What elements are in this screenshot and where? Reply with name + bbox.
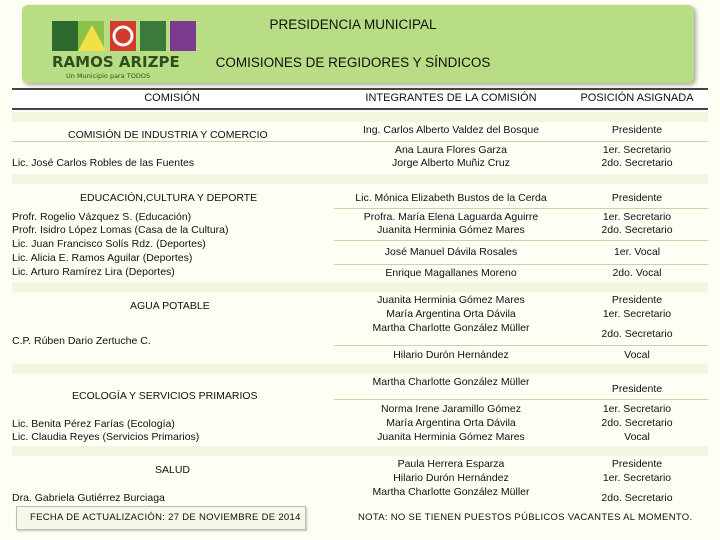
row-separator — [12, 174, 708, 184]
position-label: 2do. Secretario — [601, 157, 673, 169]
position-label: Presidente — [611, 124, 663, 136]
position-label: Presidente — [611, 383, 663, 395]
member-name: Enrique Magallanes Moreno — [385, 267, 517, 279]
position-label: 2do. Secretario — [601, 492, 673, 504]
commission-member: Lic. Arturo Ramírez Lira (Deportes) — [12, 266, 175, 278]
commission-name: COMISIÓN DE INDUSTRIA Y COMERCIO — [68, 129, 268, 141]
member-name: Juanita Herminia Gómez Mares — [377, 294, 525, 306]
column-header-position: POSICIÓN ASIGNADA — [580, 92, 694, 104]
commission-name: ECOLOGÍA Y SERVICIOS PRIMARIOS — [72, 390, 258, 402]
member-name: Norma Irene Jaramillo Gómez — [380, 403, 522, 415]
header-banner — [22, 5, 694, 83]
member-name: Juanita Herminia Gómez Mares — [377, 224, 525, 236]
position-label: 1er. Secretario — [602, 403, 672, 415]
member-name: María Argentina Orta Dávila — [386, 308, 516, 320]
row-divider — [334, 264, 708, 265]
position-label: Presidente — [611, 458, 663, 470]
commission-name: SALUD — [155, 464, 191, 476]
position-label: 1er. Secretario — [602, 144, 672, 156]
member-name: Ing. Carlos Alberto Valdez del Bosque — [362, 124, 540, 136]
row-divider — [334, 208, 708, 209]
member-name: María Argentina Orta Dávila — [386, 417, 516, 429]
commission-member: Profr. Rogelio Vázquez S. (Educación) — [12, 211, 192, 223]
position-label: 1er. Secretario — [602, 211, 672, 223]
column-header-members: INTEGRANTES DE LA COMISIÓN — [365, 92, 537, 104]
position-label: 1er. Secretario — [602, 472, 672, 484]
position-label: Vocal — [624, 349, 650, 361]
member-name: Ana Laura Flores Garza — [394, 144, 508, 156]
commission-member: Lic. José Carlos Robles de las Fuentes — [12, 157, 195, 169]
position-label: Presidente — [611, 192, 663, 204]
page-subtitle: COMISIONES DE REGIDORES Y SÍNDICOS — [215, 55, 491, 70]
row-separator — [12, 282, 708, 292]
page-title: PRESIDENCIA MUNICIPAL — [269, 17, 437, 32]
commission-name: EDUCACIÓN,CULTURA Y DEPORTE — [80, 192, 258, 204]
logo-subtext: Un Municipio para TODOS — [66, 72, 151, 80]
commission-member: Lic. Benita Pérez Farías (Ecología) — [12, 418, 175, 430]
commission-member: Dra. Gabriela Gutiérrez Burciaga — [12, 492, 165, 504]
member-name: José Manuel Dávila Rosales — [384, 246, 518, 258]
commission-member: Lic. Alicia E. Ramos Aguilar (Deportes) — [12, 252, 193, 264]
commission-member: Lic. Claudia Reyes (Servicios Primarios) — [12, 431, 200, 443]
commission-member: C.P. Rúben Dario Zertuche C. — [12, 335, 151, 347]
column-header-commission: COMISIÓN — [144, 92, 200, 104]
member-name: Martha Charlotte González Müller — [372, 376, 530, 388]
member-name: Jorge Alberto Muñiz Cruz — [392, 157, 510, 169]
member-name: Lic. Mónica Elizabeth Bustos de la Cerda — [355, 192, 547, 204]
row-divider — [334, 240, 708, 241]
row-divider — [334, 399, 708, 400]
member-name: Hilario Durón Hernández — [393, 472, 509, 484]
position-label: 2do. Secretario — [601, 417, 673, 429]
position-label: 2do. Secretario — [601, 224, 673, 236]
member-name: Martha Charlotte González Müller — [372, 322, 530, 334]
position-label: Vocal — [624, 431, 650, 443]
member-name: Profra. María Elena Laguarda Aguirre — [363, 211, 539, 223]
row-separator — [12, 364, 708, 374]
position-label: 1er. Vocal — [613, 246, 661, 258]
update-date: FECHA DE ACTUALIZACIÓN: 27 DE NOVIEMBRE DE 2014 — [30, 512, 301, 523]
commission-member: Profr. Isidro López Lomas (Casa de la Cultura) — [12, 224, 229, 236]
member-name: Juanita Herminia Gómez Mares — [377, 431, 525, 443]
commission-member: Lic. Juan Francisco Solís Rdz. (Deportes) — [12, 238, 206, 250]
logo-text: RAMOS ARIZPE — [52, 53, 180, 71]
position-label: 2do. Vocal — [612, 267, 662, 279]
position-label: Presidente — [611, 294, 663, 306]
member-name: Paula Herrera Esparza — [397, 458, 505, 470]
position-label: 2do. Secretario — [601, 328, 673, 340]
row-divider — [334, 345, 708, 346]
commission-name: AGUA POTABLE — [130, 300, 210, 312]
member-name: Martha Charlotte González Müller — [372, 486, 530, 498]
position-label: 1er. Secretario — [602, 308, 672, 320]
row-separator — [12, 446, 708, 456]
row-separator — [12, 112, 708, 122]
member-name: Hilario Durón Hernández — [393, 349, 509, 361]
footer-note: NOTA: NO SE TIENEN PUESTOS PÚBLICOS VACANTES AL MOMENTO. — [358, 512, 693, 523]
